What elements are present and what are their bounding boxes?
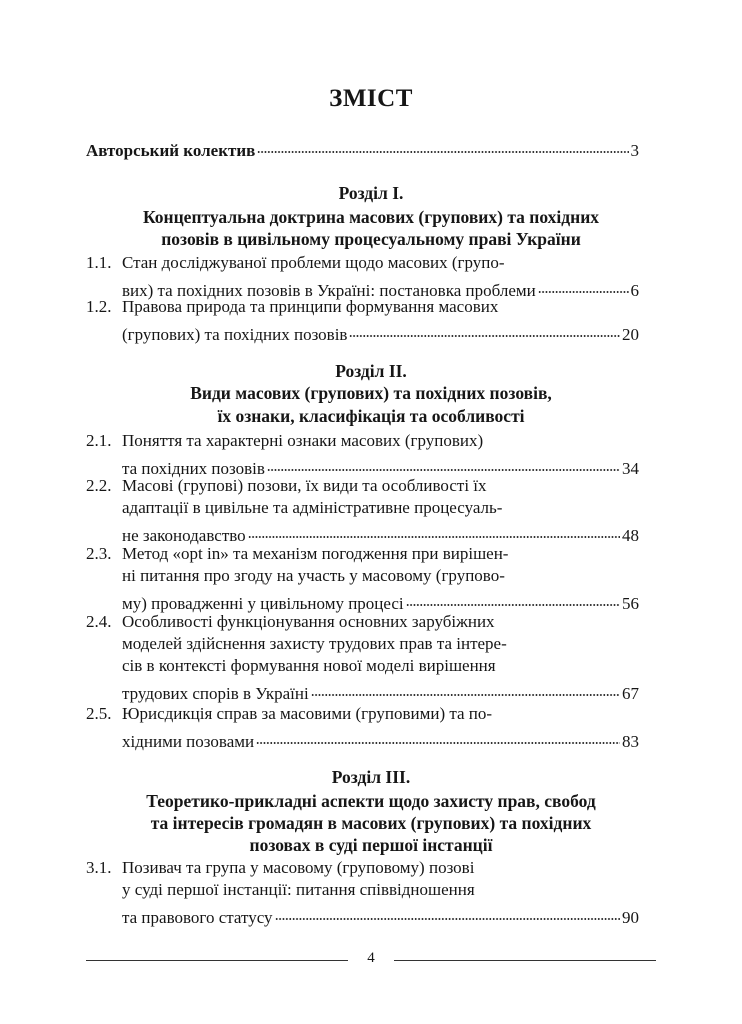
toc-entry-text: адаптації в цивільне та адміністративне процесуаль- <box>122 498 503 517</box>
toc-entry-number: 2.2. <box>86 476 112 495</box>
footer-page-number: 4 <box>367 950 375 966</box>
section-label: Розділ III. <box>331 767 411 787</box>
toc-entry-text: та похідних позовів <box>122 459 265 478</box>
toc-page-number: 56 <box>622 594 639 613</box>
toc-entry-2-4[interactable] <box>86 611 639 703</box>
dot-leader <box>275 901 620 923</box>
footer-rule-right <box>394 960 656 961</box>
toc-entry-text: сів в контексті формування нової моделі вирішення <box>122 656 496 675</box>
toc-entry-text: хідними позовами <box>122 732 255 751</box>
toc-entry-text: му) провадженні у цивільному процесі <box>122 594 404 613</box>
dot-leader <box>349 318 620 340</box>
toc-entry-number: 3.1. <box>86 858 112 877</box>
section-label: Розділ II. <box>335 361 407 381</box>
dot-leader <box>248 519 620 541</box>
toc-page-number: 6 <box>630 281 639 300</box>
section-heading-line: Види масових (групових) та похідних позовів, <box>190 383 552 403</box>
toc-entry-text: не законодавство <box>122 526 246 545</box>
toc-entry-text: Особливості функціонування основних зарубіжних <box>122 612 495 631</box>
toc-entry-text: у суді першої інстанції: питання співвідношення <box>122 880 475 899</box>
toc-entry-text: моделей здійснення захисту трудових прав та інтере- <box>122 634 507 653</box>
section-heading-line: та інтересів громадян в масових (групових) та похідних <box>150 813 592 833</box>
toc-entry-text: та правового статусу <box>122 908 273 927</box>
toc-entry-number: 2.1. <box>86 431 112 450</box>
dot-leader <box>538 274 629 296</box>
toc-entry-number: 2.5. <box>86 704 112 723</box>
toc-page-number: 20 <box>622 325 639 344</box>
toc-page-number: 83 <box>622 732 639 751</box>
toc-entry-text: Масові (групові) позови, їх види та особливості їх <box>122 476 487 495</box>
section-heading-line: Концептуальна доктрина масових (групових) та похідних <box>142 207 600 227</box>
toc-entry-number: 2.3. <box>86 544 112 563</box>
section-label: Розділ I. <box>338 183 404 203</box>
toc-entry-text: Правова природа та принципи формування масових <box>122 297 499 316</box>
toc-entry-2-5[interactable] <box>86 703 639 751</box>
toc-entry-1-2[interactable] <box>86 296 639 344</box>
page-title: ЗМІСТ <box>329 85 413 112</box>
section-heading-line: їх ознаки, класифікація та особливості <box>217 406 525 426</box>
toc-entry-text: Стан досліджуваної проблеми щодо масових (групо- <box>122 253 505 272</box>
section-heading-line: позовах в суді першої інстанції <box>249 835 493 855</box>
toc-page-number: 67 <box>622 684 639 703</box>
toc-page-number: 34 <box>622 459 639 478</box>
toc-entry-text: Авторський колектив <box>86 141 256 160</box>
dot-leader <box>406 587 620 609</box>
dot-leader <box>257 134 628 156</box>
section-heading-line: позовів в цивільному процесуальному праві України <box>161 229 581 249</box>
toc-page-number: 3 <box>630 141 639 160</box>
section-heading-line: Теоретико-прикладні аспекти щодо захисту прав, свобод <box>146 791 596 811</box>
toc-page-number: 48 <box>622 526 639 545</box>
toc-entry-1-1[interactable] <box>86 252 639 300</box>
toc-entry-2-1[interactable] <box>86 430 639 478</box>
toc-entry-authors[interactable] <box>86 134 639 160</box>
toc-entry-text: вих) та похідних позовів в Україні: постановка проблеми <box>122 281 536 300</box>
toc-entry-3-1[interactable] <box>86 857 639 927</box>
dot-leader <box>311 677 620 699</box>
toc-entry-number: 2.4. <box>86 612 112 631</box>
toc-entry-text: Метод «opt in» та механізм погодження при вирішен- <box>122 544 509 563</box>
toc-entry-text: Позивач та група у масовому (груповому) позові <box>122 858 475 877</box>
dot-leader <box>267 452 620 474</box>
toc-entry-text: (групових) та похідних позовів <box>122 325 348 344</box>
toc-entry-text: ні питання про згоду на участь у масовому (групово- <box>122 566 505 585</box>
toc-entry-2-2[interactable] <box>86 475 639 545</box>
toc-entry-number: 1.2. <box>86 297 112 316</box>
toc-page-number: 90 <box>622 908 639 927</box>
toc-entry-number: 1.1. <box>86 253 112 272</box>
toc-entry-text: Юрисдикція справ за масовими (груповими) та по- <box>122 704 493 723</box>
toc-entry-2-3[interactable] <box>86 543 639 613</box>
toc-entry-text: трудових спорів в Україні <box>122 684 309 703</box>
dot-leader <box>256 725 620 747</box>
footer-rule-left <box>86 960 348 961</box>
toc-entry-text: Поняття та характерні ознаки масових (групових) <box>122 431 484 450</box>
